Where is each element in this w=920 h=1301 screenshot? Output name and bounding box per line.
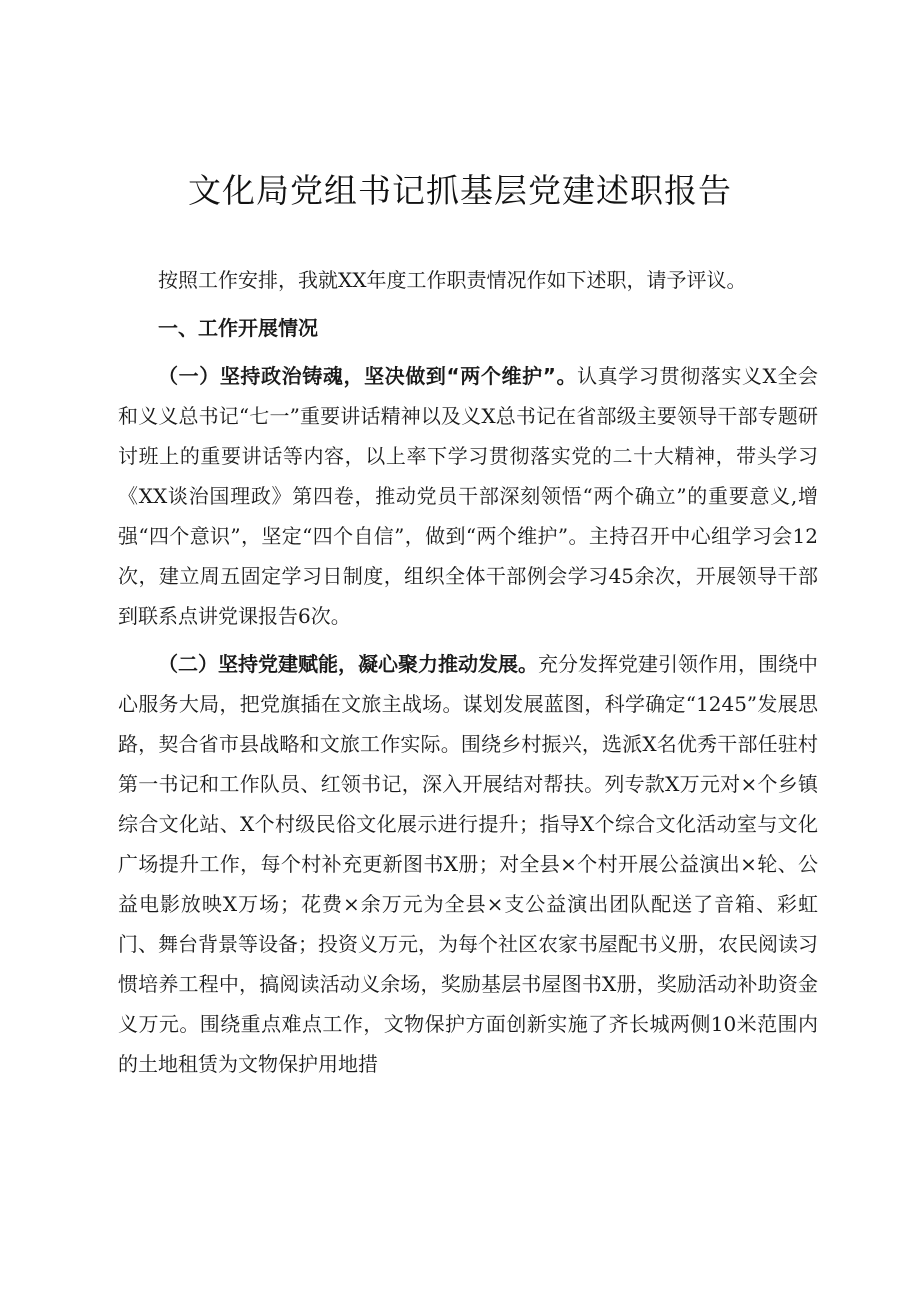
paragraph-text-political-soul: 认真学习贯彻落实义X全会和义义总书记“七一”重要讲话精神以及义X总书记在省部级主要领导干部专题研讨班上的重要讲话等内容，以上率下学习贯彻落实党的二十大精神，带头学习《XX谈治国理政》第四卷，推动党员干部深刻领悟“两个确立”的重要意义,增强“四个意识”，坚定“四个自信”，做到“两个维护”。主持召开中心组学习会12次，建立周五固定学习日制度，组织全体干部例会学习45余次，开展领导干部到联系点讲党课报告6次。 xyxy=(118,364,818,628)
intro-paragraph: 按照工作安排，我就XX年度工作职责情况作如下述职，请予评议。 xyxy=(158,268,747,292)
document-body xyxy=(118,260,818,1084)
paragraph-party-empowerment xyxy=(118,644,818,1084)
section-heading-work-progress: 一、工作开展情况 xyxy=(158,316,318,340)
paragraph-lead-party-empowerment: （二）坚持党建赋能，凝心聚力推动发展。 xyxy=(158,652,538,676)
paragraph-text-party-empowerment: 充分发挥党建引领作用，围绕中心服务大局，把党旗插在文旅主战场。谋划发展蓝图，科学确定“1245”发展思路，契合省市县战略和文旅工作实际。围绕乡村振兴，选派X名优秀干部任驻村第一书记和工作队员、红领书记，深入开展结对帮扶。列专款X万元对×个乡镇综合文化站、X个村级民俗文化展示进行提升；指导X个综合文化活动室与文化广场提升工作，每个村补充更新图书X册；对全县×个村开展公益演出×轮、公益电影放映X万场；花费×余万元为全县×支公益演出团队配送了音箱、彩虹门、舞台背景等设备；投资义万元，为每个社区农家书屋配书义册，农民阅读习惯培养工程中，搞阅读活动义余场，奖励基层书屋图书X册，奖励活动补助资金义万元。围绕重点难点工作，文物保护方面创新实施了齐长城两侧10米范围内的土地租赁为文物保护用地措 xyxy=(118,652,818,1076)
paragraph-political-soul xyxy=(118,356,818,636)
document-title: 文化局党组书记抓基层党建述职报告 xyxy=(188,171,732,210)
paragraph-lead-political-soul: （一）坚持政治铸魂，坚决做到“两个维护”。 xyxy=(158,364,578,388)
